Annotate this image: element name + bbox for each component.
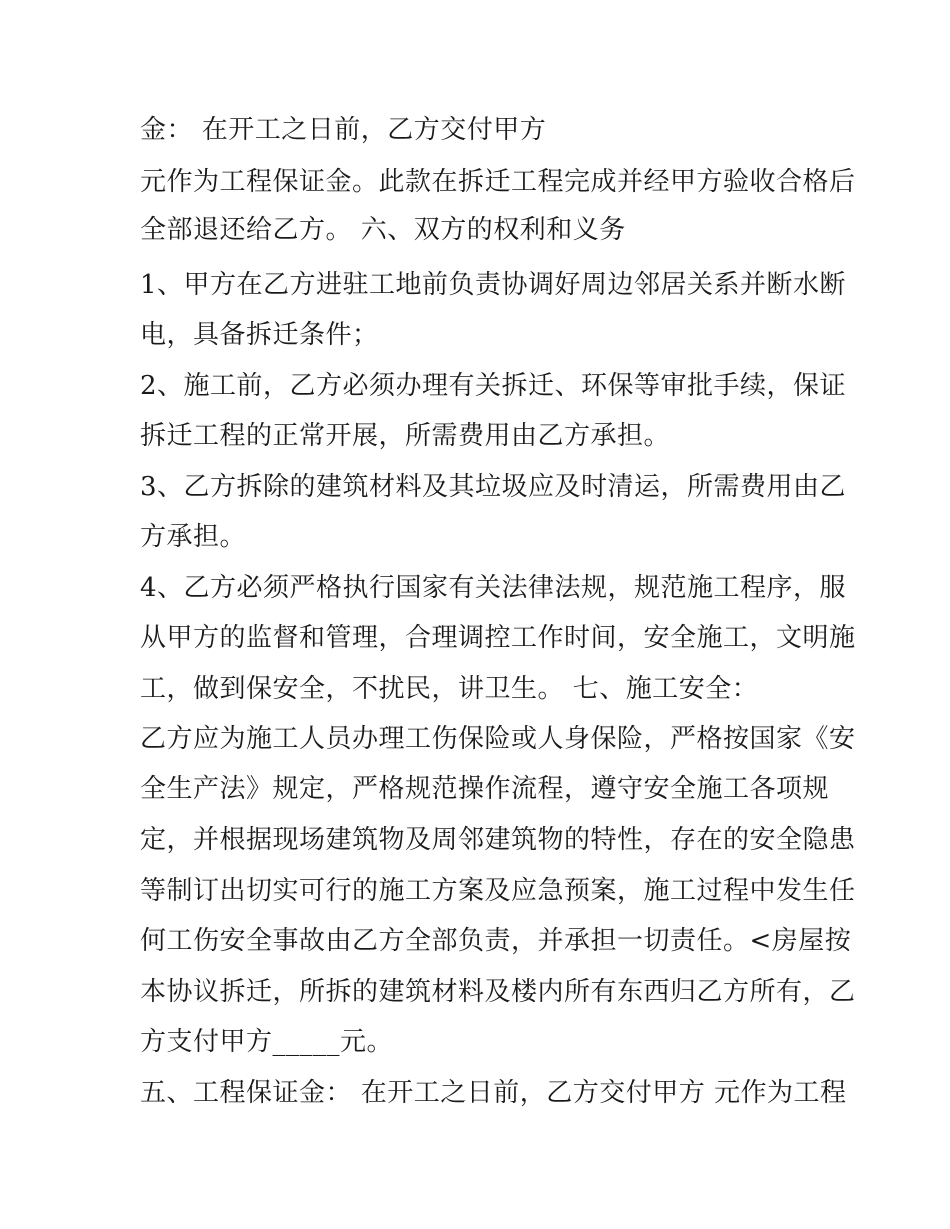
text-line: 拆迁工程的正常开展，所需费用由乙方承担。 bbox=[140, 421, 671, 451]
text-line: 全生产法》规定，严格规范操作流程，遵守安全施工各项规 bbox=[140, 774, 830, 804]
text-line: 定，并根据现场建筑物及周邻建筑物的特性，存在的安全隐患 bbox=[140, 825, 856, 855]
text-line: 五、工程保证金： 在开工之日前，乙方交付甲方 元作为工程 bbox=[140, 1078, 847, 1108]
text-line: 全部退还给乙方。 六、双方的权利和义务 bbox=[140, 215, 626, 245]
text-line: 方支付甲方_____元。 bbox=[140, 1027, 394, 1057]
text-line: 乙方应为施工人员办理工伤保险或人身保险，严格按国家《安 bbox=[140, 724, 856, 754]
text-line: 金： 在开工之日前，乙方交付甲方 bbox=[140, 115, 547, 145]
text-line: 从甲方的监督和管理，合理调控工作时间，安全施工，文明施 bbox=[140, 623, 856, 653]
text-line: 4、乙方必须严格执行国家有关法律法规，规范施工程序，服 bbox=[140, 573, 847, 603]
text-line: 工，做到保安全，不扰民，讲卫生。 七、施工安全： bbox=[140, 674, 759, 704]
text-line: 方承担。 bbox=[140, 522, 247, 552]
text-line: 电，具备拆迁条件； bbox=[140, 320, 379, 350]
text-line: 1、甲方在乙方进驻工地前负责协调好周边邻居关系并断水断 bbox=[140, 270, 847, 300]
text-line: 2、施工前，乙方必须办理有关拆迁、环保等审批手续，保证 bbox=[140, 371, 847, 401]
text-line: 等制订出切实可行的施工方案及应急预案，施工过程中发生任 bbox=[140, 876, 856, 906]
text-line: 本协议拆迁，所拆的建筑材料及楼内所有东西归乙方所有，乙 bbox=[140, 977, 856, 1007]
text-line: 何工伤安全事故由乙方全部负责，并承担一切责任。<房屋按 bbox=[140, 926, 852, 956]
text-line: 3、乙方拆除的建筑材料及其垃圾应及时清运，所需费用由乙 bbox=[140, 472, 847, 502]
text-line: 元作为工程保证金。此款在拆迁工程完成并经甲方验收合格后 bbox=[140, 167, 856, 197]
